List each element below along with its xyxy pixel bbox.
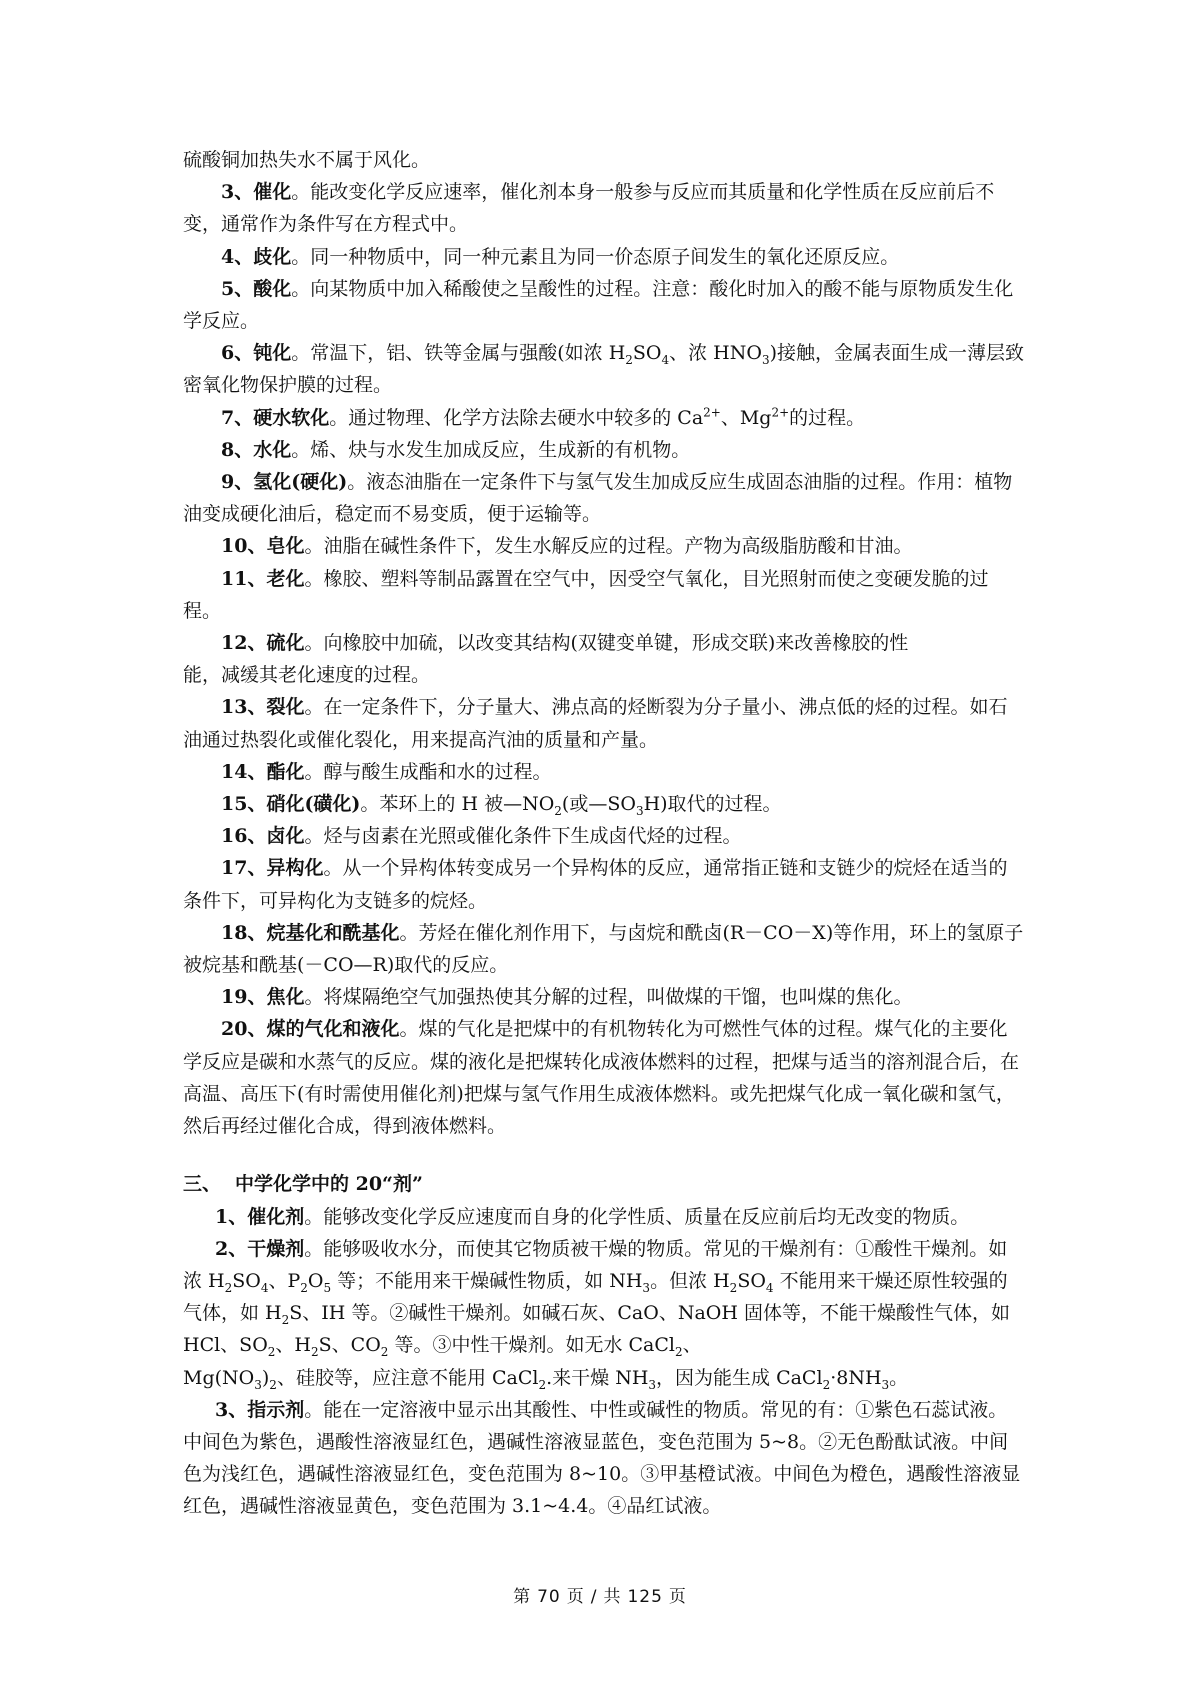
footer-unit-page: 页	[566, 1587, 585, 1607]
term-cuihua	[183, 176, 1025, 240]
term-text: 。醇与酸生成酯和水的过程。	[304, 760, 552, 783]
subscript: 3	[642, 1280, 651, 1295]
term-text: 等。③中性干燥剂。如无水 CaCl	[388, 1334, 675, 1357]
subscript: 3	[761, 353, 770, 368]
term-yingshuiruanhua	[183, 402, 1025, 434]
term-zhihua	[183, 756, 1025, 788]
term-title: 10、皂化	[221, 535, 305, 558]
section-heading	[183, 1168, 1025, 1200]
term-qihua	[183, 241, 1025, 273]
term-liuhua	[183, 627, 1025, 691]
term-title: 17、异构化	[221, 857, 324, 880]
term-qinghua	[183, 466, 1025, 530]
subscript: 2	[281, 1312, 290, 1327]
term-liehua	[183, 691, 1025, 755]
agent-zhishiji	[183, 1394, 1025, 1523]
term-title: 4、歧化	[221, 245, 292, 268]
term-text: ，因为能生成 CaCl	[656, 1366, 823, 1389]
subscript: 2	[300, 1280, 308, 1295]
subscript: 3	[881, 1377, 890, 1392]
subscript: 4	[260, 1280, 269, 1295]
term-text: 。油脂在碱性条件下，发生水解反应的过程。产物为高级脂肪酸和甘油。	[304, 535, 913, 558]
term-yigouhua	[183, 852, 1025, 916]
term-text: 、浓 HNO	[669, 342, 762, 365]
term-text: 。煤的气化是把煤中的有机物转化为可燃性气体的过程。煤气化的主要化学反应是碳和水蒸气的反应。煤的液化是把煤转化成液体燃料的过程，把煤与适当的溶剂混合后，在高温、高压下(有时需使用催化剂)把煤与氢气作用生成液体燃料。或先把煤气化成一氧化碳和氢气，然后再经过催化合成，得到液体燃料。	[183, 1018, 1020, 1138]
subscript: 2	[380, 1345, 389, 1360]
term-text: H)取代的过程。	[643, 793, 782, 816]
term-text: (或—SO	[561, 793, 636, 816]
term-text: 。液态油脂在一定条件下与氢气发生加成反应生成固态油脂的过程。作用：植物油变成硬化油后，稳定而不易变质，便于运输等。	[183, 471, 1013, 526]
term-text: 。橡胶、塑料等制品露置在空气中，因受空气氧化，目光照射而使之变硬发脆的过程。	[183, 567, 989, 622]
subscript: 2	[674, 1345, 683, 1360]
term-title: 8、水化	[221, 438, 292, 461]
footer-label-total: 共	[603, 1587, 622, 1607]
term-text: Mg(NO	[183, 1366, 255, 1389]
subscript: 2	[822, 1377, 831, 1392]
page-footer	[0, 1582, 1200, 1607]
superscript: 2+	[771, 405, 790, 420]
term-text: 、H	[275, 1334, 311, 1357]
term-text: ·8NH	[830, 1366, 882, 1389]
term-text: 。能改变化学反应速率，催化剂本身一般参与反应而其质量和化学性质在反应前后不变，通常作为条件写在方程式中。	[183, 181, 995, 236]
term-text: 的过程。	[789, 406, 866, 429]
term-title: 9、氢化(硬化)	[221, 471, 348, 494]
subscript: 2	[625, 353, 633, 368]
term-shuihua	[183, 434, 1025, 466]
term-title: 3、指示剂	[215, 1398, 305, 1421]
agent-cuihuaji	[183, 1201, 1025, 1233]
term-xiaohua	[183, 788, 1025, 820]
term-text: 。	[889, 1366, 909, 1389]
term-title: 19、焦化	[221, 986, 305, 1009]
footer-separator: /	[590, 1587, 598, 1607]
footer-total-pages: 125	[627, 1587, 663, 1607]
agent-ganzaoji	[183, 1233, 1025, 1394]
term-jiaohua	[183, 981, 1025, 1013]
term-meiqihua	[183, 1013, 1025, 1142]
term-text: 。能够吸收水分，而使其它物质被干燥的物质。常见的干燥剂有：①酸性干燥剂。如浓 H	[183, 1237, 1008, 1292]
term-text: 。能够改变化学反应速度而自身的化学性质、质量在反应前后均无改变的物质。	[304, 1205, 970, 1228]
term-text: 。但浓 H	[650, 1269, 730, 1292]
term-text: 。在一定条件下，分子量大、沸点高的烃断裂为分子量小、沸点低的烃的过程。如石油通过热裂化或催化裂化，用来提高汽油的质量和产量。	[183, 696, 1008, 751]
footer-unit-total: 页	[668, 1587, 687, 1607]
term-text: 。向某物质中加入稀酸使之呈酸性的过程。注意：酸化时加入的酸不能与原物质发生化学反应。	[183, 277, 1014, 333]
term-suanhua	[183, 273, 1025, 337]
term-text: 。芳烃在催化剂作用下，与卤烷和酰卤(R－CO－X)等作用，环上的氢原子被烷基和酰基(－CO—R)取代的反应。	[183, 921, 1024, 977]
term-text: 。常温下，铝、铁等金属与强酸(如浓 H	[291, 342, 626, 365]
term-text: 。将煤隔绝空气加强热使其分解的过程，叫做煤的干馏，也叫煤的焦化。	[304, 986, 913, 1009]
term-text: 。烃与卤素在光照或催化条件下生成卤代烃的过程。	[304, 825, 742, 848]
term-text: 等；不能用来干燥碱性物质，如 NH	[331, 1269, 643, 1292]
term-text: 。通过物理、化学方法除去硬水中较多的 Ca	[329, 406, 704, 429]
subscript: 5	[323, 1280, 332, 1295]
page-content	[183, 144, 1025, 1523]
term-text: 、硅胶等，应注意不能用 CaCl	[276, 1366, 539, 1389]
term-title: 13、裂化	[221, 696, 305, 719]
term-text: 。能在一定溶液中显示出其酸性、中性或碱性的物质。常见的有：①紫色石蕊试液。中间色为紫色，遇酸性溶液显红色，遇碱性溶液显蓝色，变色范围为 5~8。②无色酚酞试液。中间色为浅红色，遇碱性溶液显红色，变色范围为 8~10。③甲基橙试液。中间色为橙色，遇酸性溶液显红色，遇碱性溶液显黄色，变色范围为 3.1~4.4。④品红试液。	[183, 1398, 1021, 1518]
term-text: S、IH 等。②碱性干燥剂。如碱石灰、CaO、NaOH 固体等，不能干燥酸性气体，如 HCl、SO	[183, 1302, 1010, 1357]
term-text: 。向橡胶中加硫，以改变其结构(双键变单键，形成交联)来改善橡胶的性	[304, 632, 909, 655]
term-text: 、	[682, 1334, 702, 1357]
subscript: 4	[765, 1280, 774, 1295]
term-text: 。从一个异构体转变成另一个异构体的反应，通常指正链和支链少的烷烃在适当的条件下，可异构化为支链多的烷烃。	[183, 857, 1008, 912]
term-title: 12、硫化	[221, 632, 305, 655]
superscript: 2+	[703, 405, 721, 420]
term-text: 。同一种物质中，同一种元素且为同一价态原子间发生的氧化还原反应。	[291, 245, 900, 268]
term-text: .来干燥 NH	[546, 1366, 649, 1389]
term-title: 3、催化	[221, 181, 292, 204]
subscript: 2	[538, 1377, 547, 1392]
term-text: 。烯、炔与水发生加成反应，生成新的有机物。	[291, 438, 691, 461]
term-zaohua	[183, 530, 1025, 562]
footer-label-page: 第	[513, 1587, 532, 1607]
term-title: 2、干燥剂	[215, 1237, 305, 1260]
term-title: 20、煤的气化和液化	[221, 1018, 400, 1041]
term-title: 16、卤化	[221, 825, 305, 848]
subscript: 3	[648, 1377, 657, 1392]
subscript: 2	[311, 1345, 319, 1360]
term-text: 、P	[268, 1269, 301, 1292]
term-title: 1、催化剂	[215, 1205, 305, 1228]
term-title: 11、老化	[221, 567, 305, 590]
term-text: SO	[232, 1269, 261, 1292]
term-text: SO	[737, 1269, 766, 1292]
term-text: O	[307, 1269, 324, 1292]
term-text: SO	[632, 342, 662, 365]
term-wanjihua	[183, 917, 1025, 981]
section-title: 中学化学中的 20“剂”	[235, 1173, 423, 1196]
term-title: 15、硝化(磺化)	[221, 793, 361, 816]
term-text: )接触，金属表面生成一薄层致密氧化物保护膜的过程。	[183, 342, 1025, 397]
subscript: 3	[635, 803, 644, 818]
term-text: 能，减缓其老化速度的过程。	[183, 664, 431, 687]
subscript: 2	[224, 1280, 233, 1295]
term-title: 6、钝化	[221, 342, 292, 365]
term-title: 7、硬水软化	[221, 406, 330, 429]
paragraph-fenghua-tail: 硫酸铜加热失水不属于风化。	[183, 149, 431, 171]
subscript: 2	[269, 1377, 277, 1392]
subscript: 2	[554, 803, 562, 818]
subscript: 2	[267, 1345, 276, 1360]
section-number: 三、	[183, 1173, 222, 1196]
subscript: 3	[254, 1377, 262, 1392]
subscript: 2	[729, 1280, 738, 1295]
term-text: )	[261, 1366, 270, 1389]
subscript: 4	[661, 353, 670, 368]
footer-current-page: 70	[537, 1587, 561, 1607]
term-text: 不能用来干燥还原性较强的气体，如 H	[183, 1269, 1008, 1325]
term-text: 。苯环上的 H 被—NO	[360, 793, 555, 816]
term-text: 、Mg	[720, 406, 772, 429]
term-dunhua	[183, 337, 1025, 401]
term-title: 18、烷基化和酰基化	[221, 921, 400, 944]
term-title: 14、酯化	[221, 760, 305, 783]
term-laohua	[183, 563, 1025, 627]
term-luhua	[183, 820, 1025, 852]
term-title: 5、酸化	[221, 277, 292, 300]
term-text: S、CO	[318, 1334, 381, 1357]
